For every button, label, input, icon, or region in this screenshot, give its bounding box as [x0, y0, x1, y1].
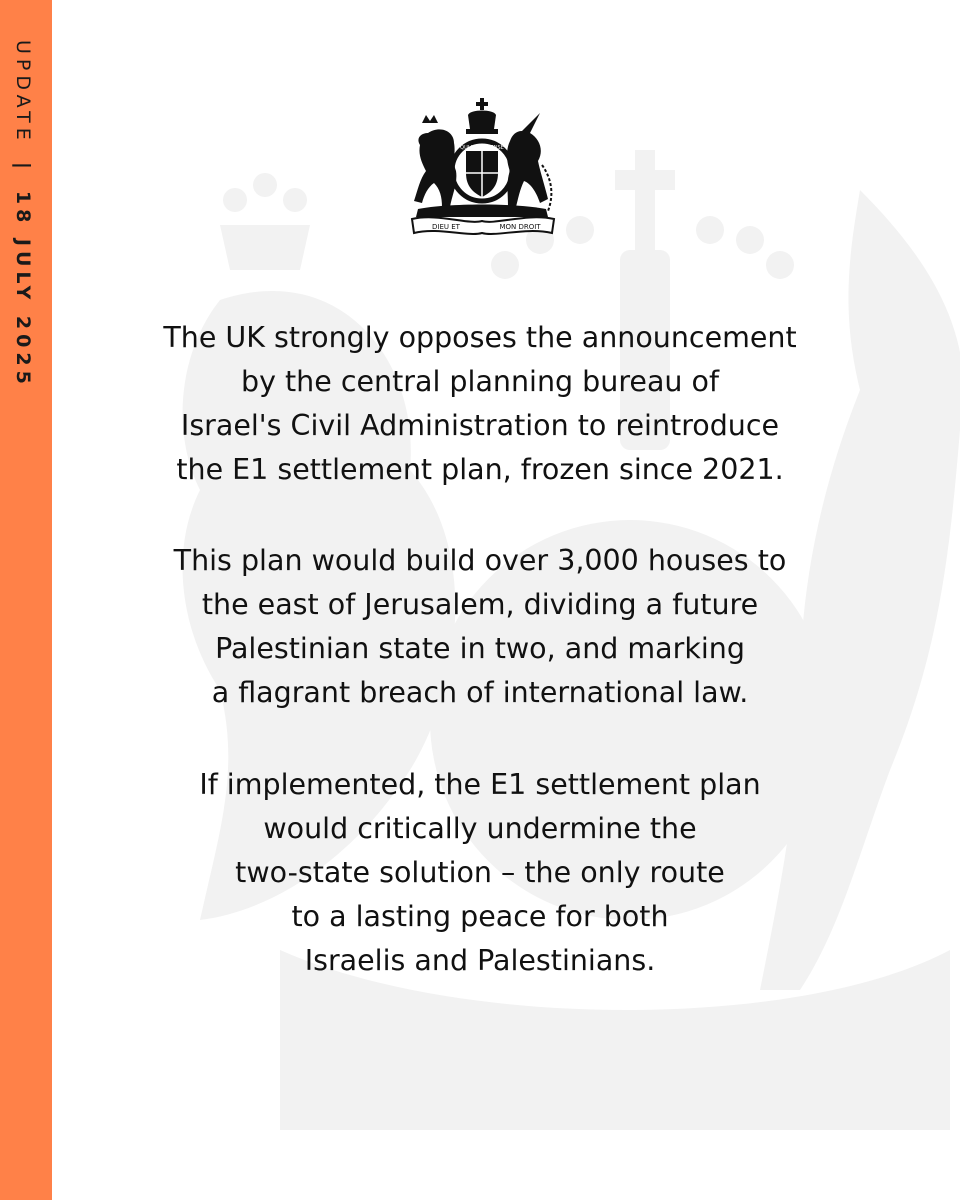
statement-line: Israelis and Palestinians.	[304, 944, 656, 977]
statement-line: Palestinian state in two, and marking	[215, 632, 745, 665]
statement-paragraph-3	[100, 763, 860, 983]
statement-line: would critically undermine the	[263, 812, 697, 845]
statement-line: the E1 settlement plan, frozen since 2021.	[176, 453, 784, 486]
statement-line: two-state solution – the only route	[235, 856, 725, 889]
statement-line: by the central planning bureau of	[240, 365, 719, 398]
statement-paragraph-2	[100, 539, 860, 715]
statement-line: a flagrant breach of international law.	[211, 676, 749, 709]
label-separator: |	[12, 161, 34, 174]
statement-line: the east of Jerusalem, dividing a future	[201, 588, 759, 621]
update-date: 18 JULY 2025	[12, 190, 34, 389]
statement-paragraph-1	[100, 316, 860, 492]
update-label	[12, 40, 34, 389]
statement-line: This plan would build over 3,000 houses to	[173, 544, 787, 577]
statement-line: The UK strongly opposes the announcement	[163, 321, 797, 354]
statement-line: Israel's Civil Administration to reintroduce	[180, 409, 780, 442]
side-bar	[0, 0, 52, 1200]
garter-motto: QUI MAL Y PENSE	[460, 145, 504, 151]
royal-coat-of-arms-icon	[398, 95, 566, 243]
motto-right: MON DROIT	[499, 223, 541, 231]
statement-line: to a lasting peace for both	[291, 900, 669, 933]
motto-left: DIEU ET	[432, 223, 460, 231]
update-word: UPDATE	[12, 40, 34, 145]
statement-line: If implemented, the E1 settlement plan	[199, 768, 761, 801]
